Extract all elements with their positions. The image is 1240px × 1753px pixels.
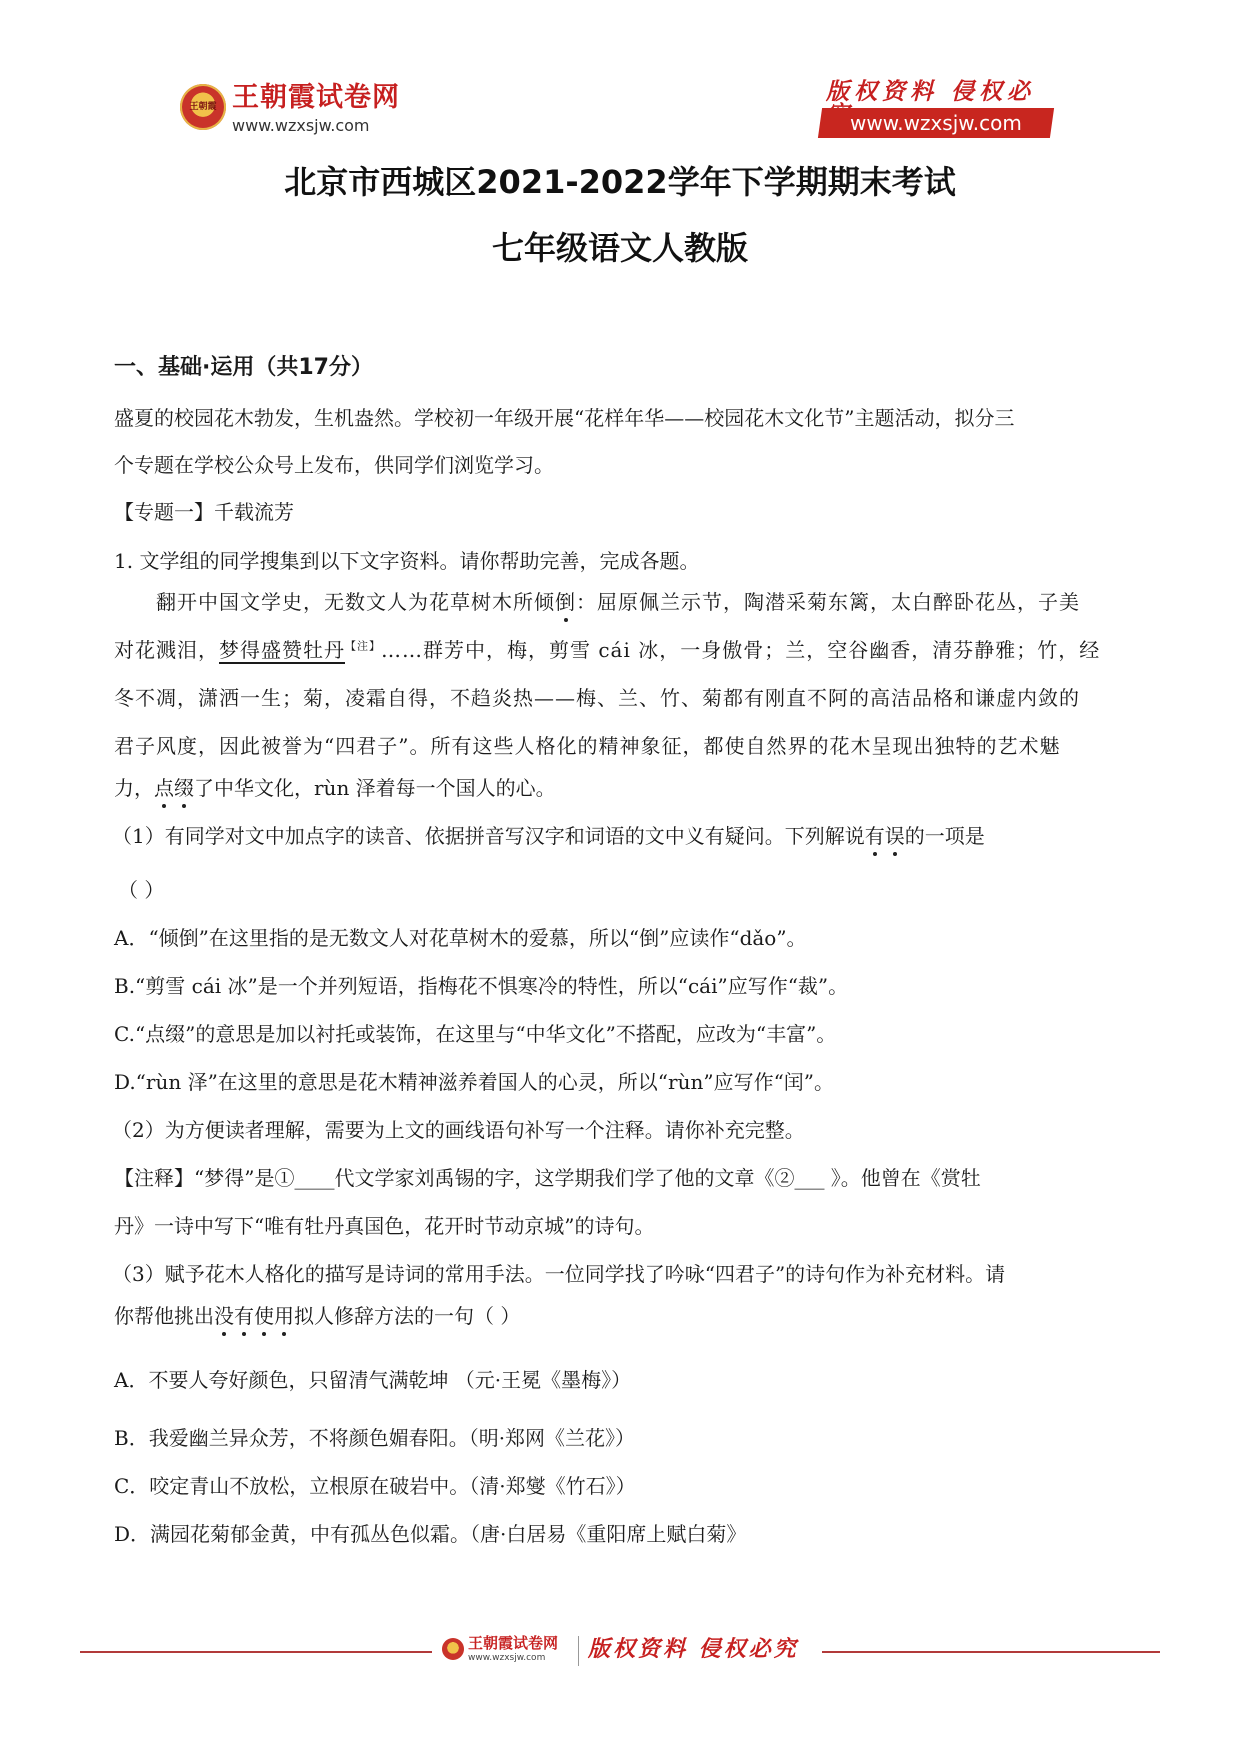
- footer-copyright: 版权资料 侵权必究: [588, 1636, 799, 1662]
- dotted-char: 用: [274, 1304, 294, 1328]
- intro-line-2: 个专题在学校公众号上发布，供同学们浏览学习。: [114, 453, 554, 477]
- passage-line-2: [114, 640, 1100, 660]
- question-text: 你帮他挑出: [114, 1304, 214, 1328]
- dotted-char: 误: [884, 824, 905, 848]
- intro-line-1: 盛夏的校园花木勃发，生机盎然。学校初一年级开展“花样年华——校园花木文化节”主题活动，拟分三: [114, 406, 1015, 430]
- copyright-url: www.wzxsjw.com: [850, 111, 1022, 135]
- passage-line-3: 冬不凋，潇洒一生；菊，凌霜自得，不趋炎热——梅、兰、竹、菊都有刚直不阿的高洁品格和谦虚内敛的: [114, 686, 1080, 710]
- site-logo-url: www.wzxsjw.com: [232, 116, 370, 135]
- question-1-3-stem: （3）赋予花木人格化的描写是诗词的常用手法。一位同学找了吟咏“四君子”的诗句作为补充材料。请: [112, 1262, 1006, 1286]
- question-text: （1）有同学对文中加点字的读音、依据拼音写汉字和词语的文中义有疑问。下列解说: [112, 824, 865, 848]
- underlined-sentence: 梦得盛赞牡丹: [219, 638, 345, 662]
- passage-text: 对花溅泪，: [114, 638, 219, 662]
- note-line-2: 丹》一诗中写下“唯有牡丹真国色，花开时节动京城”的诗句。: [114, 1214, 655, 1238]
- dotted-char: 使: [254, 1304, 274, 1328]
- footer-logo-icon: [442, 1638, 464, 1660]
- question-text: 拟人修辞方法的一句（ ）: [294, 1304, 521, 1328]
- dotted-char: 点: [154, 776, 174, 800]
- option-b: B.“剪雪 cái 冰”是一个并列短语，指梅花不惧寒冷的特性，所以“cái”应写作“裁”。: [114, 974, 849, 998]
- site-logo-name: 王朝霞试卷网: [232, 82, 400, 113]
- passage-text: ……群芳中，梅，剪雪 cái 冰，一身傲骨；兰，空谷幽香，清芬静雅；竹，经: [381, 638, 1101, 662]
- exam-title: 北京市西城区2021-2022学年下学期期末考试: [284, 163, 956, 201]
- question-1-stem: 1. 文学组的同学搜集到以下文字资料。请你帮助完善，完成各题。: [114, 549, 700, 573]
- passage-line-5: [114, 778, 556, 798]
- passage-text: ：屈原佩兰示节，陶潜采菊东篱，太白醉卧花丛，子美: [576, 590, 1080, 614]
- note-marker: 【注】: [345, 639, 381, 653]
- note-line-1: 【注释】“梦得”是①____代文学家刘禹锡的字，这学期我们学了他的文章《②___ 》。他曾在《赏牡: [114, 1166, 981, 1190]
- logo-emblem-text: 王朝霞: [189, 102, 217, 112]
- footer-divider-right: [822, 1651, 1160, 1653]
- topic-heading: 【专题一】千载流芳: [114, 500, 294, 524]
- dotted-char: 倒: [555, 590, 576, 614]
- answer-paren: （ ）: [118, 878, 165, 902]
- option-b: B．我爱幽兰异众芳，不将颜色媚春阳。（明·郑网《兰花》）: [114, 1426, 636, 1450]
- question-1-2-stem: （2）为方便读者理解，需要为上文的画线语句补写一个注释。请你补充完整。: [112, 1118, 805, 1142]
- question-text: 的一项是: [904, 824, 985, 848]
- passage-line-4: 君子风度，因此被誉为“四君子”。所有这些人格化的精神象征，都使自然界的花木呈现出独特的艺术魅: [114, 734, 1061, 758]
- passage-text: 翻开中国文学史，无数文人为花草树木所倾: [156, 590, 555, 614]
- footer-divider-left: [80, 1651, 432, 1653]
- footer-logo-name: 王朝霞试卷网: [468, 1634, 559, 1652]
- logo-emblem-icon: [180, 84, 226, 130]
- question-1-1-stem: [112, 826, 985, 846]
- section-heading: 一、基础·运用（共17分）: [114, 355, 373, 380]
- dotted-char: 有: [864, 824, 885, 848]
- exam-subtitle: 七年级语文人教版: [491, 229, 748, 267]
- passage-line-1: [156, 592, 1080, 612]
- dotted-char: 没: [214, 1304, 234, 1328]
- footer-separator: [578, 1636, 579, 1666]
- option-d: D.“rùn 泽”在这里的意思是花木精神滋养着国人的心灵，所以“rùn”应写作“闰”。: [114, 1070, 835, 1094]
- option-d: D．满园花菊郁金黄，中有孤丛色似霜。（唐·白居易《重阳席上赋白菊》: [114, 1522, 747, 1546]
- passage-text: 了中华文化，rùn 泽着每一个国人的心。: [194, 776, 556, 800]
- option-a: A．“倾倒”在这里指的是无数文人对花草树木的爱慕，所以“倒”应读作“dǎo”。: [114, 926, 807, 950]
- option-c: C．咬定青山不放松，立根原在破岩中。（清·郑燮《竹石》）: [114, 1474, 636, 1498]
- dotted-char: 有: [234, 1304, 254, 1328]
- option-a: A．不要人夸好颜色，只留清气满乾坤 （元·王冕《墨梅》）: [114, 1368, 632, 1392]
- dotted-char: 缀: [174, 776, 194, 800]
- copyright-url-banner: [818, 108, 1054, 138]
- footer-logo-url: www.wzxsjw.com: [468, 1653, 546, 1663]
- passage-text: 力，: [114, 776, 154, 800]
- copyright-notice: 版权资料 侵权必: [826, 78, 1036, 105]
- question-1-3-stem-cont: [114, 1306, 520, 1326]
- option-c: C.“点缀”的意思是加以衬托或装饰，在这里与“中华文化”不搭配，应改为“丰富”。: [114, 1022, 837, 1046]
